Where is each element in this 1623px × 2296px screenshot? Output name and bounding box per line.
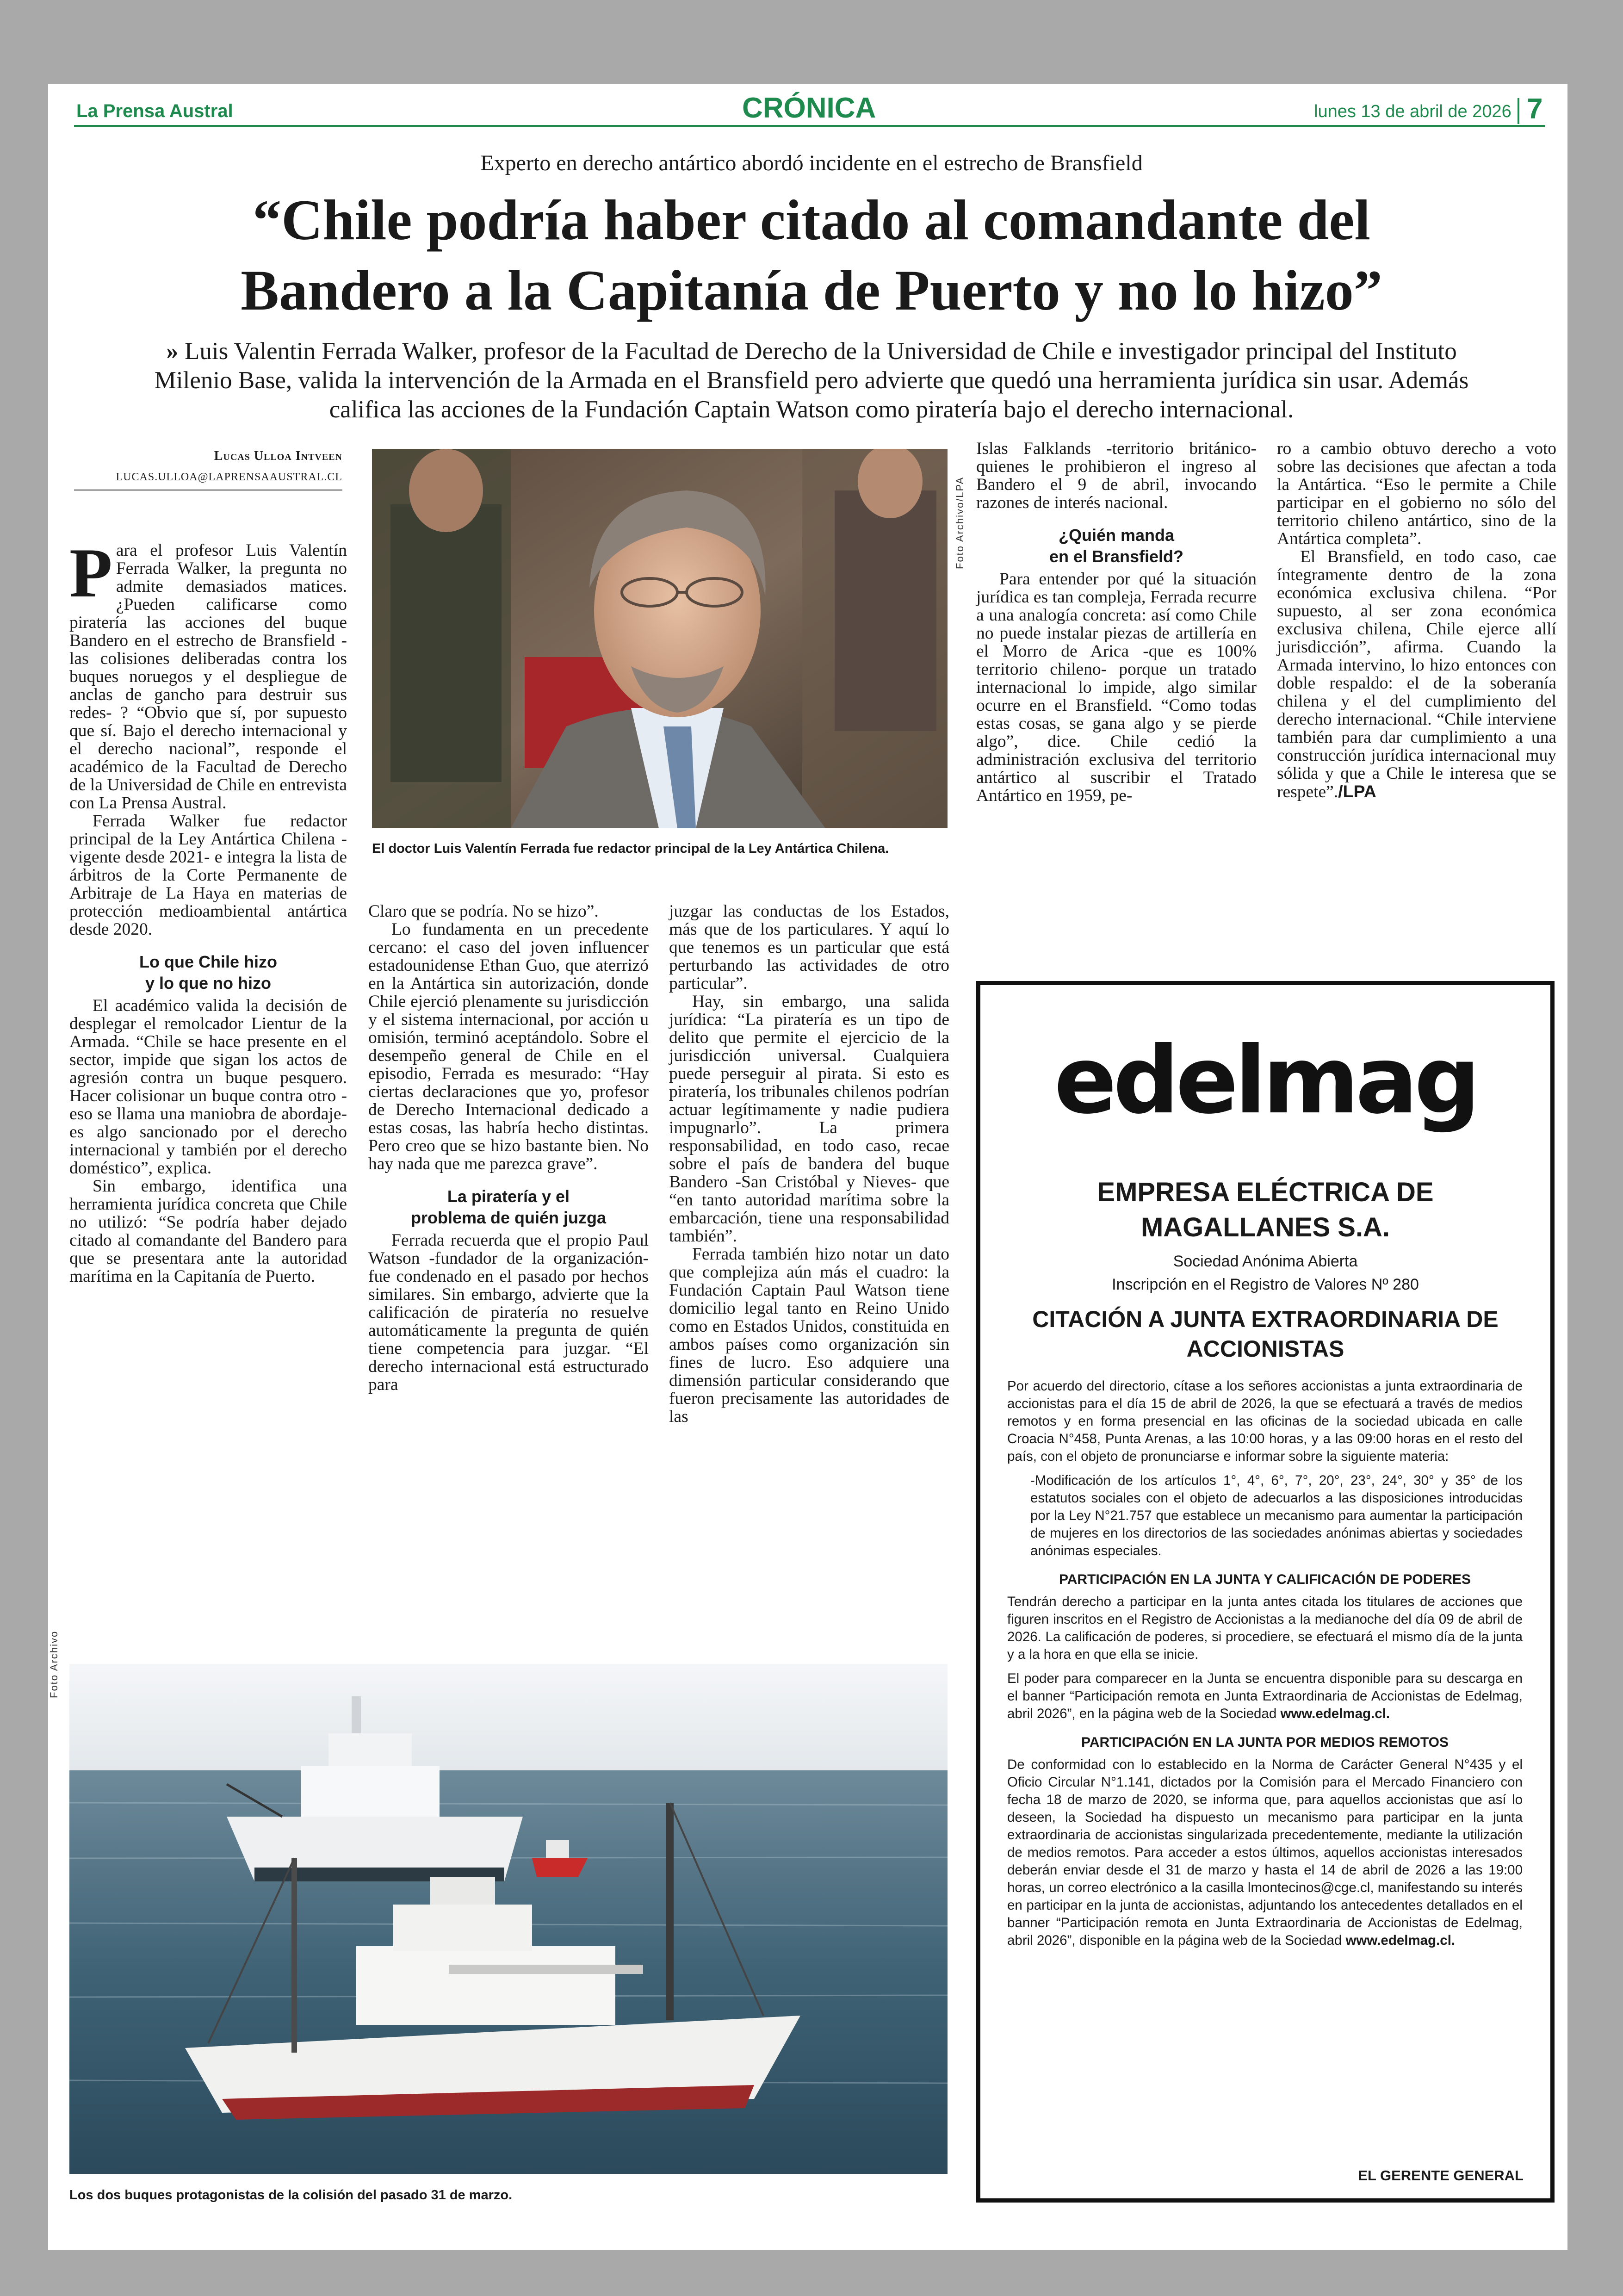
ad-paragraph: Tendrán derecho a participar en la junta antes citada los titulares de acciones que figuren inscritos en el Registro de Accionistas a la medianoche del día 09 de abril de 2026. La calificación de poderes, si procediere, se efectuará el mismo día de la junta y a la hora en que ella se inicie. bbox=[1007, 1594, 1523, 1662]
subheading-quien-manda: ¿Quién manda en el Bransfield? bbox=[1049, 526, 1184, 566]
ad-heading: PARTICIPACIÓN EN LA JUNTA Y CALIFICACIÓN DE PODERES bbox=[1059, 1572, 1471, 1587]
article-headline bbox=[0, 185, 1623, 326]
ships-image bbox=[69, 1664, 948, 2174]
ad-paragraph: Por acuerdo del directorio, cítase a los señores accionistas a junta extraordinaria de accionistas para el día 15 de abril de 2026, la que se efectuará a través de medios remotos y en forma presencial en las oficinas de la sociedad ubicada en calle Croacia N°458, Punta Arenas, a las 10:00 horas, y a las 09:00 horas en el resto del país, con el objeto de pronunciarse e informar sobre la siguiente materia: bbox=[1007, 1378, 1523, 1464]
ad-heading: PARTICIPACIÓN EN LA JUNTA POR MEDIOS REMOTOS bbox=[1081, 1735, 1449, 1750]
deck-text: Luis Valentin Ferrada Walker, profesor de la Facultad de Derecho de la Universidad de Chile e investigador principal del Instituto Milenio Base, valida la intervención de la Armada en el Bransfield pero advierte que quedó una herramienta jurídica sin usar. Además califica las acciones de la Fundación Captain Watson como piratería bajo el derecho internacional. bbox=[154, 338, 1469, 423]
article-column-4 bbox=[976, 440, 1257, 805]
page-number-separator bbox=[1518, 98, 1519, 124]
ad-website-link[interactable]: www.edelmag.cl. bbox=[1345, 1933, 1456, 1948]
author-email[interactable]: LUCAS.ULLOA@LAPRENSAAUSTRAL.CL bbox=[116, 471, 342, 483]
paragraph: Hay, sin embargo, una salida jurídica: “La piratería es un tipo de delito que permite el ejercicio de la jurisdicción universal. Cualquiera puede perseguir al pirata. Si esto es piratería, los tribunales chilenos podrían actuar legítimamente y nadie pudiera impugnarlo”. La primera responsabilidad, en todo caso, recae sobre el país de bandera del buque Bandero -San Cristóbal y Nieves- que “en tanto autoridad marítima sobre la embarcación, tiene una responsabilidad también”. bbox=[669, 992, 949, 1246]
article-column-2 bbox=[368, 902, 649, 1394]
photo-ferrada-portrait bbox=[372, 449, 948, 828]
drop-cap: P bbox=[69, 534, 112, 612]
edelmag-advertisement bbox=[976, 981, 1555, 2203]
author-byline: Lucas Ulloa Intveen bbox=[214, 449, 342, 463]
photo2-credit: Foto Archivo bbox=[48, 1630, 60, 1698]
headline-line-1: “Chile podría haber citado al comandante del bbox=[253, 188, 1370, 252]
photo1-credit: Foto Archivo/LPA bbox=[954, 476, 966, 569]
ad-company-type: Sociedad Anónima Abierta bbox=[1173, 1253, 1358, 1270]
paragraph: Claro que se podría. No se hizo”. bbox=[368, 902, 599, 921]
paragraph: Islas Falklands -territorio británico- quienes le prohibieron el ingreso al Bandero el 9 de abril, invocando razones de interés nacional. bbox=[976, 439, 1257, 512]
photo-ships-collision bbox=[69, 1664, 948, 2174]
subheading-la-pirateria: La piratería y el problema de quién juzga bbox=[410, 1187, 607, 1227]
deck-arrow-icon: » bbox=[166, 338, 179, 365]
paragraph: juzgar las conductas de los Estados, más que de los particulares. Y aquí lo que tenemos es un particular que está perturbando las actividades de otro particular”. bbox=[669, 902, 949, 993]
paragraph: ro a cambio obtuvo derecho a voto sobre las decisiones que afectan a toda la Antártica. “Eso le permite a Chile participar en el gobierno no sólo del territorio chileno antártico, sino de la Antártica completa”. bbox=[1277, 439, 1556, 548]
paragraph: Ferrada recuerda que el propio Paul Watson -fundador de la organización- fue condenado en el pasado por hechos similares. Sin embargo, advierte que la calificación de piratería no resuelve automáticamente la pregunta de quién tiene competencia para juzgar. “El derecho internacional está estructurado para bbox=[368, 1231, 649, 1394]
article-column-5 bbox=[1277, 440, 1556, 801]
article-kicker: Experto en derecho antártico abordó incidente en el estrecho de Bransfield bbox=[480, 151, 1143, 175]
edelmag-logo: edelmag bbox=[1054, 1027, 1477, 1135]
paper-name: La Prensa Austral bbox=[76, 101, 233, 121]
page-top-margin bbox=[0, 0, 1623, 84]
headline-line-2: Bandero a la Capitanía de Puerto y no lo hizo” bbox=[241, 259, 1382, 322]
ad-website-link[interactable]: www.edelmag.cl. bbox=[1280, 1706, 1390, 1721]
paragraph: El Bransfield, en todo caso, cae íntegramente dentro de la zona económica exclusiva chilena. “Por supuesto, al ser zona económica exclusiva chilena, Chile ejerce allí jurisdicción”, afirma. Cuando la Armada intervino, lo hizo entonces con doble respaldo: el de la soberanía chilena y el del cumplimiento del derecho internacional. “Chile interviene también para dar cumplimiento a una construcción jurídica internacional muy sólida y que a Chile le interesa que se respete”./LPA bbox=[1277, 547, 1556, 801]
ad-list-item: -Modificación de los artículos 1°, 4°, 6°, 7°, 20°, 23°, 24°, 30° y 35° de los estatutos sociales con el objeto de adecuarlos a las disposiciones introducidas por la Ley N°21.757 que establece un mecanismo para aumentar la participación de mujeres en los directorios de las sociedades anónimas abiertas y sociedades anónimas especiales. bbox=[1030, 1473, 1523, 1558]
ad-registry: Inscripción en el Registro de Valores Nº 280 bbox=[1112, 1276, 1419, 1293]
paragraph: Lo fundamenta en un precedente cercano: el caso del joven influencer estadounidense Ethan Guo, que aterrizó en la Antártica sin autorización, donde Chile ejerció plenamente su jurisdicción y el sistema internacional, por acción u omisión, terminó aceptándolo. Sobre el desempeño general de Chile en el episodio, Ferrada es mesurado: “Hay ciertas declaraciones que yo, profesor de Derecho Internacional dedicado a estas cosas, las habría hecho distintas. Pero creo que se hizo bastante bien. No hay nada que me parezca grave”. bbox=[368, 920, 649, 1173]
ad-title: CITACIÓN A JUNTA EXTRAORDINARIA DE ACCIONISTAS bbox=[1032, 1306, 1499, 1362]
ad-company-name: EMPRESA ELÉCTRICA DE MAGALLANES S.A. bbox=[1097, 1177, 1434, 1242]
paragraph: Para entender por qué la situación jurídica es tan compleja, Ferrada recurre a una analogía concreta: así como Chile no puede instalar piezas de artillería en el Morro de Arica -que es 100% territorio chileno- porque un tratado internacional lo impide, algo similar ocurre en el Bransfield. “Como todas estas cosas, se gana algo y se pierde algo”, dice. Chile cedió la administración exclusiva del territorio antártico al suscribir el Tratado Antártico en 1959, pe- bbox=[976, 570, 1257, 805]
ad-signature: EL GERENTE GENERAL bbox=[1358, 2167, 1524, 2184]
paragraph: Sin embargo, identifica una herramienta jurídica concreta que Chile no utilizó: “Se podría haber dejado citado al comandante del Bandero para que se presentara ante la autoridad marítima en la Capitanía de Puerto. bbox=[69, 1177, 347, 1286]
article-column-3 bbox=[669, 902, 949, 1426]
portrait-image bbox=[372, 449, 948, 828]
photo1-caption: El doctor Luis Valentín Ferrada fue redactor principal de la Ley Antártica Chilena. bbox=[372, 841, 889, 856]
article-column-1 bbox=[69, 534, 347, 1286]
issue-date: lunes 13 de abril de 2026 bbox=[1314, 102, 1511, 121]
photo2-caption: Los dos buques protagonistas de la colisión del pasado 31 de marzo. bbox=[69, 2188, 513, 2203]
article-signature: /LPA bbox=[1338, 782, 1376, 801]
article-deck bbox=[139, 337, 1484, 424]
paragraph: Ferrada también hizo notar un dato que complejiza aún más el cuadro: la Fundación Captain Paul Watson tiene domicilio legal tanto en Reino Unido como en Estados Unidos, constituida en ambos países como organización sin fines de lucro. Eso adquiere una dimensión particular considerando que fueron precisamente las autoridades de las bbox=[669, 1245, 949, 1426]
paragraph: El académico valida la decisión de desplegar el remolcador Lientur de la Armada. “Chile se hace presente en el sector, impide que sigan los actos de agresión contra un buque pesquero. Hacer colisionar un buque contra otro -eso se llama una maniobra de abordaje- es algo sancionado por el derecho internacional y también por el derecho doméstico”, explica. bbox=[69, 996, 347, 1178]
ad-paragraph: El poder para comparecer en la Junta se encuentra disponible para su descarga en el banner “Participación remota en Junta Extraordinaria de Accionistas de Edelmag, abril 2026”, en la página web de la Sociedad www.edelmag.cl. bbox=[1007, 1671, 1523, 1721]
section-name: CRÓNICA bbox=[742, 92, 876, 124]
subheading-lo-que-chile-hizo: Lo que Chile hizo y lo que no hizo bbox=[139, 952, 277, 993]
masthead-rule bbox=[74, 125, 1545, 127]
paragraph: Ferrada Walker fue redactor principal de la Ley Antártica Chilena -vigente desde 2021- e integra la lista de árbitros de la Corte Permanente de Arbitraje de La Haya en materias de protección medioambiental antártica desde 2020. bbox=[69, 812, 347, 939]
paragraph: Para el profesor Luis Valentín Ferrada Walker, la pregunta no admite demasiados matices. ¿Pueden calificarse como piratería las acciones del buque Bandero en el estrecho de Bransfield -las colisiones deliberadas contra los buques noruegos y el despliegue de anclas de gancho para destruir sus redes- ? “Obvio que sí, por supuesto que sí. Bajo el derecho internacional y el derecho nacional”, responde el académico de la Facultad de Derecho de la Universidad de Chile en entrevista con La Prensa Austral. bbox=[69, 534, 347, 813]
page-number: 7 bbox=[1527, 93, 1543, 125]
ad-body bbox=[1007, 1378, 1523, 1949]
ad-paragraph: De conformidad con lo establecido en la Norma de Carácter General N°435 y el Oficio Circular N°1.141, dictados por la Comisión para el Mercado Financiero con fecha 18 de marzo de 2020, se informa que, para aquellos accionistas que así lo deseen, la Sociedad ha dispuesto un mecanismo para participar en la junta extraordinaria de accionistas singularizada precedentemente, mediante la utilización de medios remotos. Para acceder a estos últimos, aquellos accionistas interesados deberán enviar desde el 31 de marzo y hasta el 14 de abril de 2026 a las 19:00 horas, un correo electrónico a la casilla lmontecinos@cge.cl, manifestando su interés en participar en la junta de accionistas, adjuntando los antecedentes detallados en el banner “Participación remota en Junta Extraordinaria de Accionistas de Edelmag, abril 2026”, disponible en la página web de la Sociedad www.edelmag.cl. bbox=[1007, 1757, 1523, 1948]
